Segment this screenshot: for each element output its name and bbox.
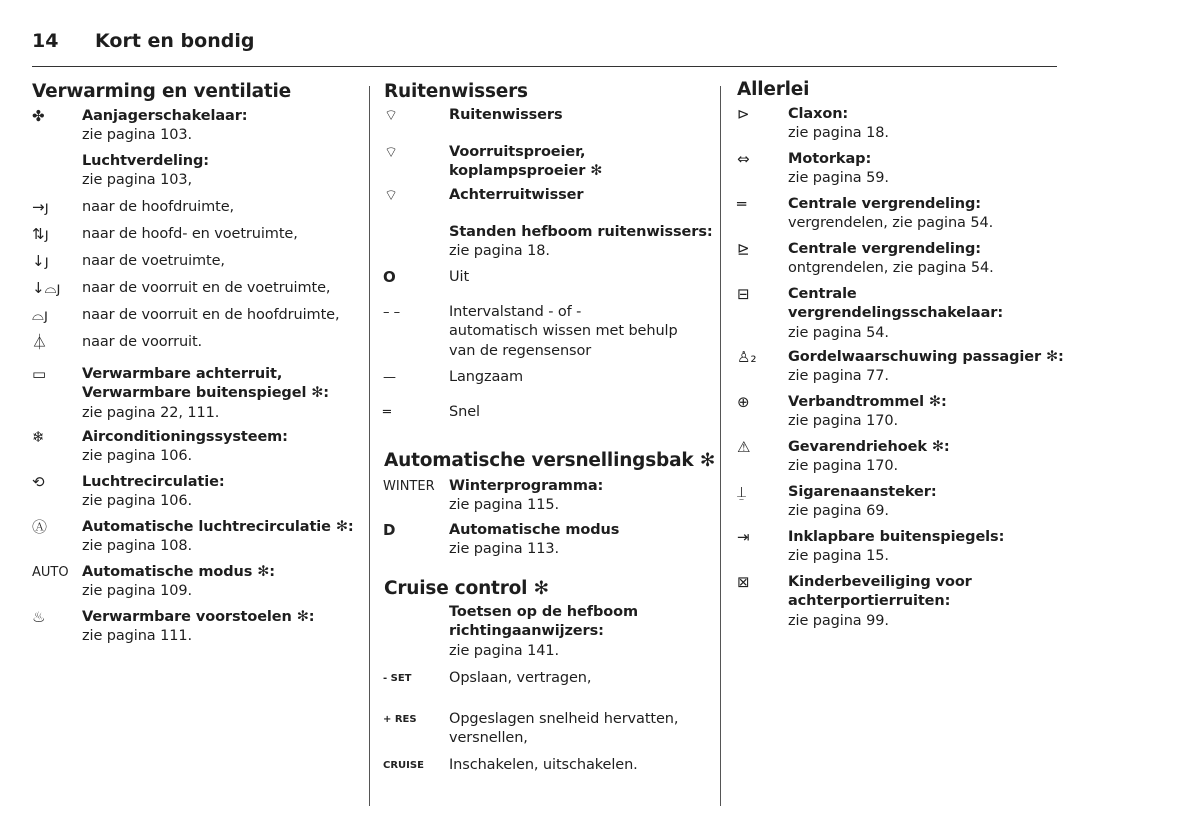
item-text: zie pagina 18. bbox=[788, 125, 889, 142]
item-title: Claxon: bbox=[788, 106, 849, 122]
symbol-label: — bbox=[383, 370, 396, 385]
item-text: naar de hoofdruimte, bbox=[82, 199, 235, 215]
header-rule bbox=[32, 66, 1057, 67]
item-title: koplampsproeier ✻ bbox=[449, 163, 603, 180]
item-title: Centrale vergrendeling: bbox=[788, 196, 981, 212]
item-text: zie pagina 54. bbox=[788, 324, 889, 341]
item-title: Toetsen op de hefboom bbox=[449, 604, 638, 620]
section-heading: Automatische versnellingsbak ✻ bbox=[384, 450, 716, 471]
item-text: naar de voorruit en de voetruimte, bbox=[82, 280, 331, 296]
item-title: Inklapbare buitenspiegels: bbox=[788, 529, 1005, 545]
air-head-icon: →ȷ bbox=[32, 198, 49, 216]
item-title: Verwarmbare voorstoelen ✻: bbox=[82, 609, 315, 625]
item-text: zie pagina 141. bbox=[449, 642, 559, 659]
symbol-label: CRUISE bbox=[383, 760, 424, 771]
item-title: Kinderbeveiliging voor bbox=[788, 574, 972, 590]
item-title: Verwarmbare buitenspiegel ✻: bbox=[82, 385, 330, 402]
item-text: Opslaan, vertragen, bbox=[449, 670, 592, 686]
item-text: zie pagina 99. bbox=[788, 612, 889, 629]
item-text: naar de hoofd- en voetruimte, bbox=[82, 226, 298, 242]
item-text: zie pagina 77. bbox=[788, 368, 889, 385]
item-text: zie pagina 18. bbox=[449, 243, 550, 260]
item-title: Centrale bbox=[788, 286, 857, 302]
air-windscreen-head-icon: ⌓ȷ bbox=[32, 306, 49, 324]
symbol-label: ═ bbox=[383, 405, 391, 420]
item-title: richtingaanwijzers: bbox=[449, 623, 604, 640]
seatbelt-icon: ♙₂ bbox=[737, 348, 757, 366]
seat-heating-icon: ♨ bbox=[32, 608, 46, 626]
item-title: Automatische luchtrecirculatie ✻: bbox=[82, 519, 354, 535]
item-title: Verbandtrommel ✻: bbox=[788, 394, 947, 410]
item-text: naar de voorruit en de hoofdruimte, bbox=[82, 307, 340, 323]
air-conditioning-icon: ❄ bbox=[32, 428, 45, 446]
section-heading: Cruise control ✻ bbox=[384, 578, 549, 599]
item-text: vergrendelen, zie pagina 54. bbox=[788, 215, 994, 232]
item-text: zie pagina 113. bbox=[449, 541, 559, 558]
item-text: versnellen, bbox=[449, 730, 528, 747]
item-text: Intervalstand - of - bbox=[449, 304, 582, 320]
item-text: zie pagina 115. bbox=[449, 497, 559, 514]
item-title: Ruitenwissers bbox=[449, 107, 563, 123]
column-divider bbox=[369, 86, 370, 806]
item-text: zie pagina 108. bbox=[82, 538, 192, 555]
rear-wiper-icon: ⌔ bbox=[384, 186, 399, 204]
fan-icon: ✤ bbox=[32, 107, 45, 125]
item-text: zie pagina 69. bbox=[788, 503, 889, 520]
item-text: zie pagina 103. bbox=[82, 127, 192, 144]
item-text: Inschakelen, uitschakelen. bbox=[449, 757, 638, 773]
item-text: zie pagina 170. bbox=[788, 413, 898, 430]
item-text: naar de voorruit. bbox=[82, 334, 203, 350]
door-lock-switch-icon: ⊟ bbox=[737, 285, 750, 303]
item-title: Standen hefboom ruitenwissers: bbox=[449, 224, 713, 240]
washer-icon: ⌔ bbox=[384, 143, 399, 161]
air-feet-icon: ↓ȷ bbox=[32, 252, 49, 270]
item-title: Centrale vergrendeling: bbox=[788, 241, 981, 257]
symbol-label: AUTO bbox=[32, 565, 69, 580]
item-text: zie pagina 109. bbox=[82, 583, 192, 600]
symbol-label: + RES bbox=[383, 714, 417, 725]
unlock-icon: ⊵ bbox=[737, 240, 750, 258]
rear-window-heating-icon: ▭ bbox=[32, 365, 47, 383]
item-text: naar de voetruimte, bbox=[82, 253, 225, 269]
symbol-label: - SET bbox=[383, 673, 412, 684]
item-text: zie pagina 103, bbox=[82, 172, 192, 189]
item-title: Motorkap: bbox=[788, 151, 872, 167]
item-text: Langzaam bbox=[449, 369, 524, 385]
item-text: Opgeslagen snelheid hervatten, bbox=[449, 711, 679, 727]
item-title: achterportierruiten: bbox=[788, 593, 951, 610]
child-lock-icon: ⊠ bbox=[737, 573, 750, 591]
item-title: vergrendelingsschakelaar: bbox=[788, 305, 1004, 322]
item-title: Gevarendriehoek ✻: bbox=[788, 439, 950, 455]
item-text: zie pagina 106. bbox=[82, 493, 192, 510]
page-number: 14 bbox=[32, 30, 59, 52]
item-title: Achterruitwisser bbox=[449, 187, 584, 203]
item-text: zie pagina 22, 111. bbox=[82, 404, 220, 421]
column-divider bbox=[720, 86, 721, 806]
wiper-icon: ⌔ bbox=[384, 106, 399, 124]
auto-recirculation-icon: Ⓐ bbox=[32, 518, 48, 536]
item-title: Voorruitsproeier, bbox=[449, 144, 586, 160]
item-title: Verwarmbare achterruit, bbox=[82, 366, 283, 382]
symbol-label: – – bbox=[383, 305, 401, 320]
item-text: zie pagina 15. bbox=[788, 548, 889, 565]
item-text: Uit bbox=[449, 269, 470, 285]
cigarette-lighter-icon: ⍊ bbox=[737, 483, 747, 501]
symbol-label: D bbox=[383, 521, 396, 539]
section-heading: Verwarming en ventilatie bbox=[32, 81, 292, 102]
item-text: zie pagina 59. bbox=[788, 170, 889, 187]
item-text: zie pagina 106. bbox=[82, 448, 192, 465]
horn-icon: ⊳ bbox=[737, 105, 750, 123]
item-text: zie pagina 111. bbox=[82, 628, 192, 645]
lock-icon: ═ bbox=[737, 195, 747, 213]
folding-mirror-icon: ⇥ bbox=[737, 528, 750, 546]
item-title: Automatische modus bbox=[449, 522, 620, 538]
item-title: Aanjagerschakelaar: bbox=[82, 108, 248, 124]
item-text: van de regensensor bbox=[449, 342, 592, 359]
windscreen-defrost-icon: ⏃ bbox=[32, 333, 48, 351]
warning-triangle-icon: ⚠ bbox=[737, 438, 751, 456]
section-heading: Allerlei bbox=[737, 79, 810, 100]
item-title: Luchtverdeling: bbox=[82, 153, 210, 169]
item-title: Airconditioningssysteem: bbox=[82, 429, 288, 445]
symbol-label: WINTER bbox=[383, 479, 435, 494]
bonnet-icon: ⇔ bbox=[737, 150, 750, 168]
item-title: Winterprogramma: bbox=[449, 478, 604, 494]
item-title: Sigarenaansteker: bbox=[788, 484, 937, 500]
item-text: zie pagina 170. bbox=[788, 458, 898, 475]
section-heading: Ruitenwissers bbox=[384, 81, 528, 102]
air-windscreen-feet-icon: ↓⌓ȷ bbox=[32, 279, 61, 297]
air-head-feet-icon: ⇅ȷ bbox=[32, 225, 49, 243]
first-aid-icon: ⊕ bbox=[737, 393, 750, 411]
air-recirculation-icon: ⟲ bbox=[32, 473, 45, 491]
item-text: Snel bbox=[449, 404, 480, 420]
symbol-label: O bbox=[383, 268, 396, 286]
item-title: Automatische modus ✻: bbox=[82, 564, 275, 580]
item-text: automatisch wissen met behulp bbox=[449, 323, 678, 340]
item-title: Gordelwaarschuwing passagier ✻: bbox=[788, 349, 1064, 365]
page-title: Kort en bondig bbox=[95, 30, 255, 52]
item-title: Luchtrecirculatie: bbox=[82, 474, 225, 490]
item-text: ontgrendelen, zie pagina 54. bbox=[788, 260, 994, 277]
